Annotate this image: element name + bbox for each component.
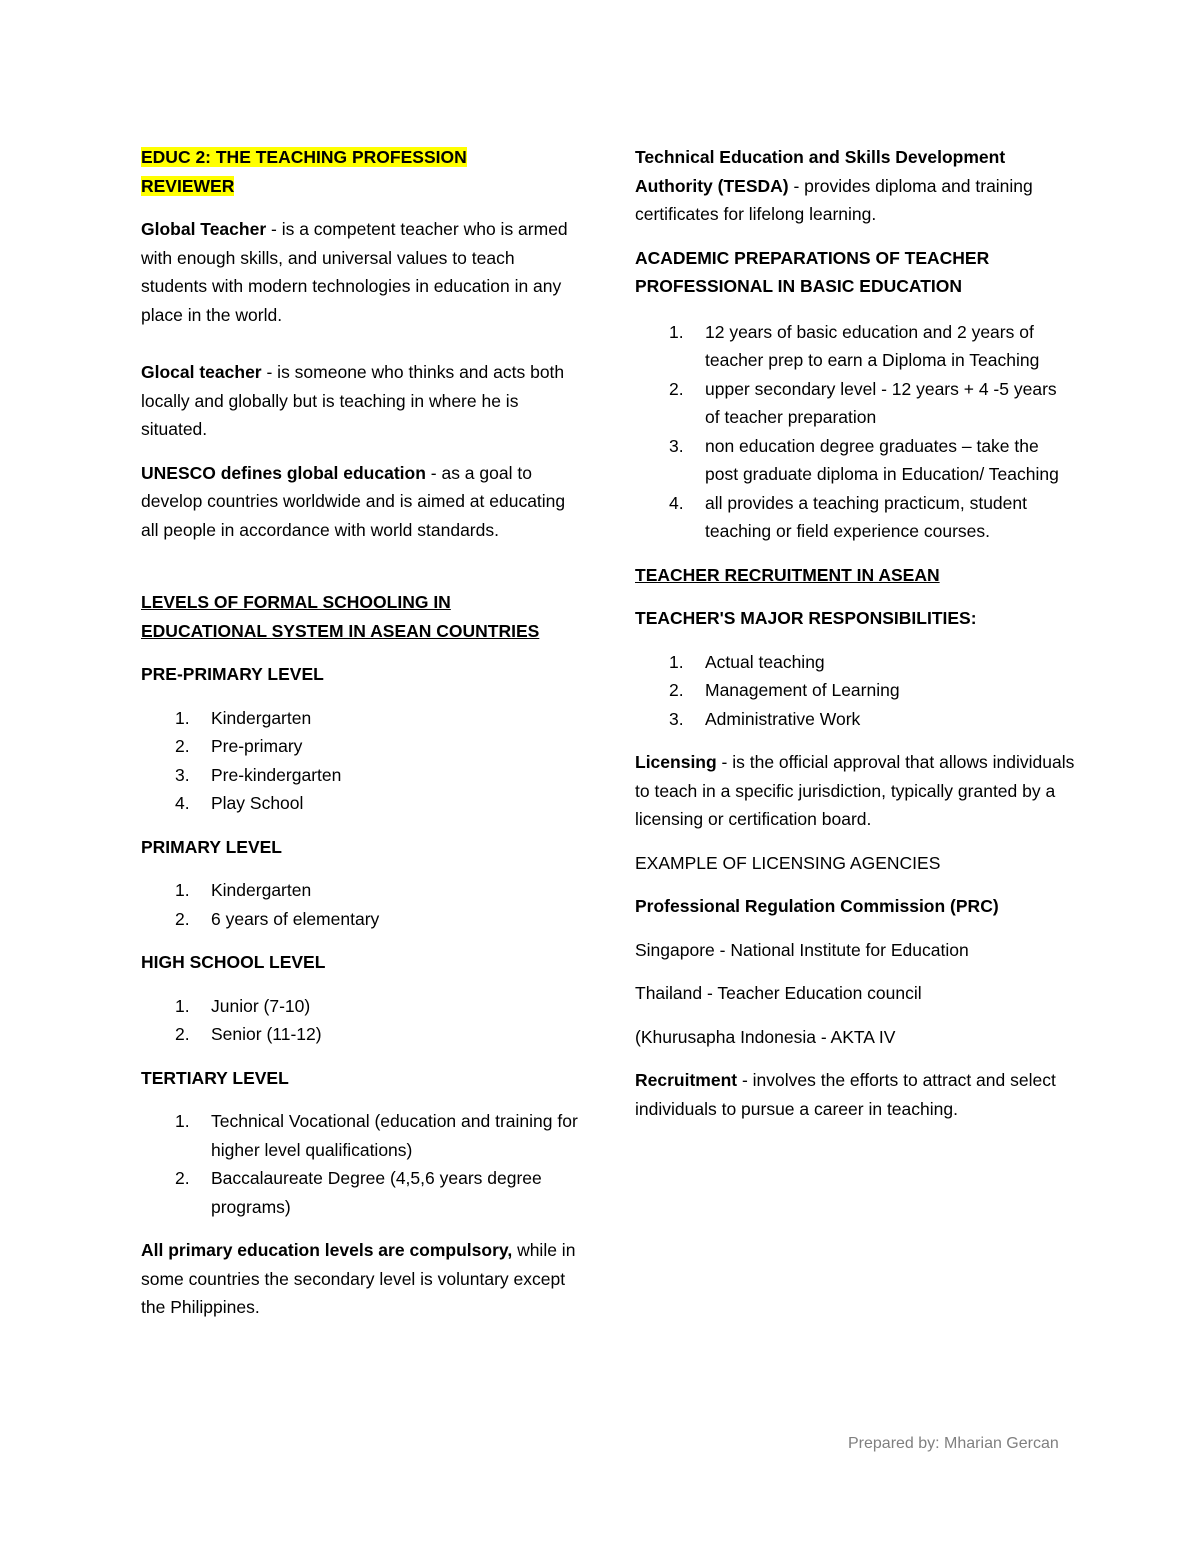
tesda-paragraph (635, 143, 1075, 229)
licensing-paragraph (635, 748, 1075, 834)
responsibilities-heading: TEACHER'S MAJOR RESPONSIBILITIES: (635, 608, 977, 628)
glocal-teacher-paragraph (141, 358, 581, 444)
levels-heading-line-2: EDUCATIONAL SYSTEM IN ASEAN COUNTRIES (141, 620, 540, 641)
list-item: 2. Management of Learning (669, 680, 900, 700)
list-item: 3. Administrative Work (669, 708, 861, 729)
glocal-teacher-def: - is someone who thinks and acts both locally and globally but is teaching in where he is situated. (141, 362, 565, 439)
pre-primary-list (141, 704, 581, 818)
tesda-term: Technical Education and Skills Development Authority (TESDA) (635, 147, 1006, 196)
list-item: 1. Junior (7-10) (175, 995, 311, 1016)
prc-line: Professional Regulation Commission (PRC) (635, 896, 999, 916)
tesda-def: - provides diploma and training certificates for lifelong learning. (635, 175, 1033, 224)
global-teacher-term: Global Teacher (141, 219, 267, 239)
list-item: 4. all provides a teaching practicum, student teaching or field experience courses. (669, 492, 1027, 541)
academic-heading-line-1: ACADEMIC PREPARATIONS OF TEACHER (635, 247, 990, 268)
compulsory-term: All primary education levels are compulsory, (141, 1240, 513, 1260)
list-item: 1. Technical Vocational (education and training for higher level qualifications) (175, 1111, 578, 1160)
list-item: 1. Kindergarten (175, 880, 312, 900)
list-item: 2. Baccalaureate Degree (4,5,6 years degree programs) (175, 1168, 542, 1217)
example-heading: EXAMPLE OF LICENSING AGENCIES (635, 852, 941, 873)
responsibilities-list (635, 648, 1075, 734)
academic-heading (635, 244, 1075, 301)
indonesia-line: (Khurusapha Indonesia - AKTA IV (635, 1026, 896, 1047)
glocal-teacher-term: Glocal teacher (141, 362, 262, 382)
compulsory-paragraph (141, 1236, 581, 1322)
high-school-heading: HIGH SCHOOL LEVEL (141, 952, 326, 972)
right-column (635, 143, 1075, 1123)
unesco-paragraph (141, 459, 581, 545)
primary-heading: PRIMARY LEVEL (141, 836, 282, 857)
list-item: 2. Pre-primary (175, 736, 303, 756)
list-item: 3. non education degree graduates – take the post graduate diploma in Education/ Teaching (669, 435, 1059, 484)
thailand-line: Thailand - Teacher Education council (635, 983, 922, 1003)
global-teacher-def: - is a competent teacher who is armed with enough skills, and universal values to teach students with modern technologies in education in any place in the world. (141, 219, 568, 325)
academic-heading-line-2: PROFESSIONAL IN BASIC EDUCATION (635, 276, 963, 296)
licensing-term: Licensing (635, 752, 717, 772)
high-school-list (141, 992, 581, 1049)
list-item: 3. Pre-kindergarten (175, 764, 342, 785)
recruitment-paragraph (635, 1066, 1075, 1123)
title-line-1: EDUC 2: THE TEACHING PROFESSION (141, 147, 467, 167)
recruitment-term: Recruitment (635, 1070, 738, 1090)
list-item: 1. Kindergarten (175, 707, 312, 728)
list-item: 2. Senior (11-12) (175, 1024, 322, 1044)
levels-heading-line-1: LEVELS OF FORMAL SCHOOLING IN (141, 592, 451, 612)
tertiary-list (141, 1107, 581, 1221)
footer-prepared-by: Prepared by: Mharian Gercan (848, 1435, 1059, 1452)
levels-heading (141, 588, 581, 645)
unesco-def: - as a goal to develop countries worldwide and is aimed at educating all people in accordance with world standards. (141, 462, 566, 540)
list-item: 1. Actual teaching (669, 651, 825, 672)
licensing-def: - is the official approval that allows individuals to teach in a specific jurisdiction, typically granted by a licensing or certification board. (635, 752, 1075, 829)
list-item: 1. 12 years of basic education and 2 years of teacher prep to earn a Diploma in Teaching (669, 321, 1040, 370)
global-teacher-paragraph (141, 215, 581, 329)
academic-list (635, 318, 1075, 546)
recruitment-def: - involves the efforts to attract and select individuals to pursue a career in teaching. (635, 1070, 1056, 1119)
list-item: 2. upper secondary level - 12 years + 4 -5 years of teacher preparation (669, 378, 1057, 427)
list-item: 2. 6 years of elementary (175, 908, 380, 929)
pre-primary-heading: PRE-PRIMARY LEVEL (141, 664, 324, 684)
singapore-line: Singapore - National Institute for Education (635, 939, 969, 960)
compulsory-def: while in some countries the secondary level is voluntary except the Philippines. (141, 1240, 576, 1317)
primary-list (141, 876, 581, 933)
tertiary-heading: TERTIARY LEVEL (141, 1067, 289, 1088)
title-line-2: REVIEWER (141, 175, 235, 196)
list-item: 4. Play School (175, 793, 304, 813)
document-title (141, 143, 581, 200)
recruitment-heading: TEACHER RECRUITMENT IN ASEAN (635, 564, 940, 585)
unesco-term: UNESCO defines global education (141, 462, 426, 483)
left-column (141, 143, 581, 1322)
